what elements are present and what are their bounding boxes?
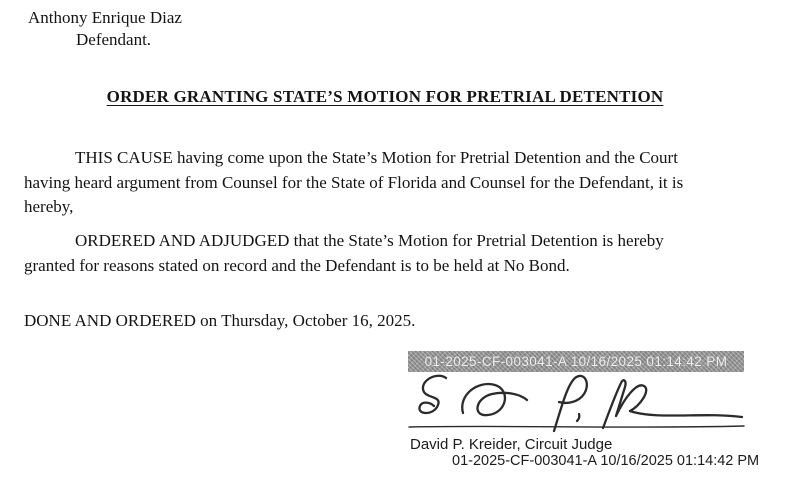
paragraph-line: granted for reasons stated on record and the Defendant is to be held at No Bond. <box>24 255 570 275</box>
efiling-stamp-bar <box>408 351 744 372</box>
paragraph-line: THIS CAUSE having come upon the State’s Motion for Pretrial Detention and the Court <box>75 148 678 167</box>
paragraph-line: hereby, <box>24 197 74 216</box>
order-title: ORDER GRANTING STATE’S MOTION FOR PRETRIAL DETENTION <box>106 87 664 106</box>
judge-signature-icon <box>408 371 745 433</box>
paragraph-line: ORDERED AND ADJUDGED that the State’s Motion for Pretrial Detention is hereby <box>75 231 664 250</box>
paragraph-ordered-adjudged <box>24 229 786 278</box>
case-number-timestamp: 01-2025-CF-003041-A 10/16/2025 01:14:42 PM <box>452 453 760 469</box>
paragraph-line: having heard argument from Counsel for the State of Florida and Counsel for the Defendant, it is <box>24 172 684 192</box>
done-and-ordered-line: DONE AND ORDERED on Thursday, October 16, 2025. <box>24 311 416 330</box>
efiling-stamp-text: 01-2025-CF-003041-A 10/16/2025 01:14:42 PM <box>424 354 728 369</box>
signature-block <box>408 351 760 469</box>
defendant-name: Anthony Enrique Diaz <box>28 8 182 27</box>
paragraph-this-cause <box>24 146 786 220</box>
defendant-label: Defendant. <box>76 30 152 49</box>
judge-name: David P. Kreider, Circuit Judge <box>410 436 613 453</box>
